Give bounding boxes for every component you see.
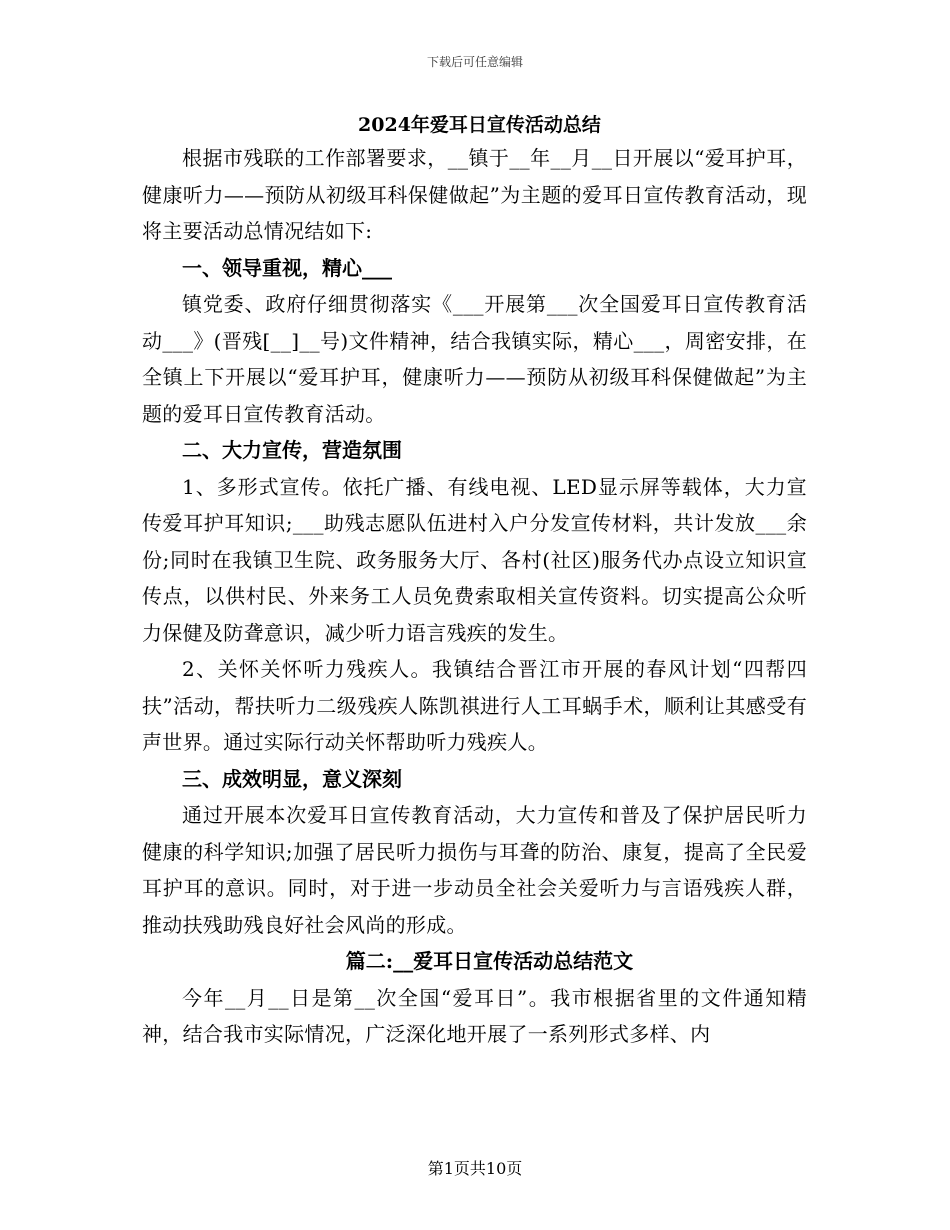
intro-paragraph: 根据市残联的工作部署要求，__镇于__年__月__日开展以“爱耳护耳，健康听力——预防从初级耳科保健做起”为主题的爱耳日宣传教育活动，现将主要活动总情况结如下:: [142, 146, 807, 243]
section1-paragraph: 镇党委、政府仔细贯彻落实《___开展第___次全国爱耳日宣传教育活动___》(晋残[__]__号)文件精神，结合我镇实际，精心___，周密安排，在全镇上下开展以“爱耳护耳，健康听力——预防从初级耳科保健做起”为主题的爱耳日宣传教育活动。: [142, 292, 807, 426]
section2-heading: 二、大力宣传，营造氛围: [182, 438, 402, 462]
section3-paragraph: 通过开展本次爱耳日宣传教育活动，大力宣传和普及了保护居民听力健康的科学知识;加强了居民听力损伤与耳聋的防治、康复，提高了全民爱耳护耳的意识。同时，对于进一步动员全社会关爱听力与言语残疾人群，推动扶残助残良好社会风尚的形成。: [142, 803, 807, 937]
page-footer: 第1页共10页: [427, 1159, 523, 1178]
part2-title: 篇二:__爱耳日宣传活动总结范文: [345, 949, 634, 973]
document-body: [142, 110, 807, 1053]
document-title: 2024年爱耳日宣传活动总结: [358, 114, 601, 136]
part2-paragraph: 今年__月__日是第__次全国“爱耳日”。我市根据省里的文件通知精神，结合我市实际情况，广泛深化地开展了一系列形式多样、内: [142, 985, 807, 1046]
header-note: 下载后可任意编辑: [426, 55, 523, 69]
section2-item2-paragraph: 2、关怀关怀听力残疾人。我镇结合晋江市开展的春风计划“四帮四扶”活动，帮扶听力二级残疾人陈凯祺进行人工耳蜗手术，顺利让其感受有声世界。通过实际行动关怀帮助听力残疾人。: [142, 657, 807, 754]
section3-heading: 三、成效明显，意义深刻: [182, 766, 402, 791]
section2-item1-paragraph: 1、多形式宣传。依托广播、有线电视、LED显示屏等载体，大力宣传爱耳护耳知识;___助残志愿队伍进村入户分发宣传材料，共计发放___余份;同时在我镇卫生院、政务服务大厅、各村(社区)服务代办点设立知识宣传点，以供村民、外来务工人员免费索取相关宣传资料。切实提高公众听力保健及防聋意识，减少听力语言残疾的发生。: [142, 474, 807, 645]
section1-heading: 一、领导重视，精心___: [182, 255, 392, 280]
